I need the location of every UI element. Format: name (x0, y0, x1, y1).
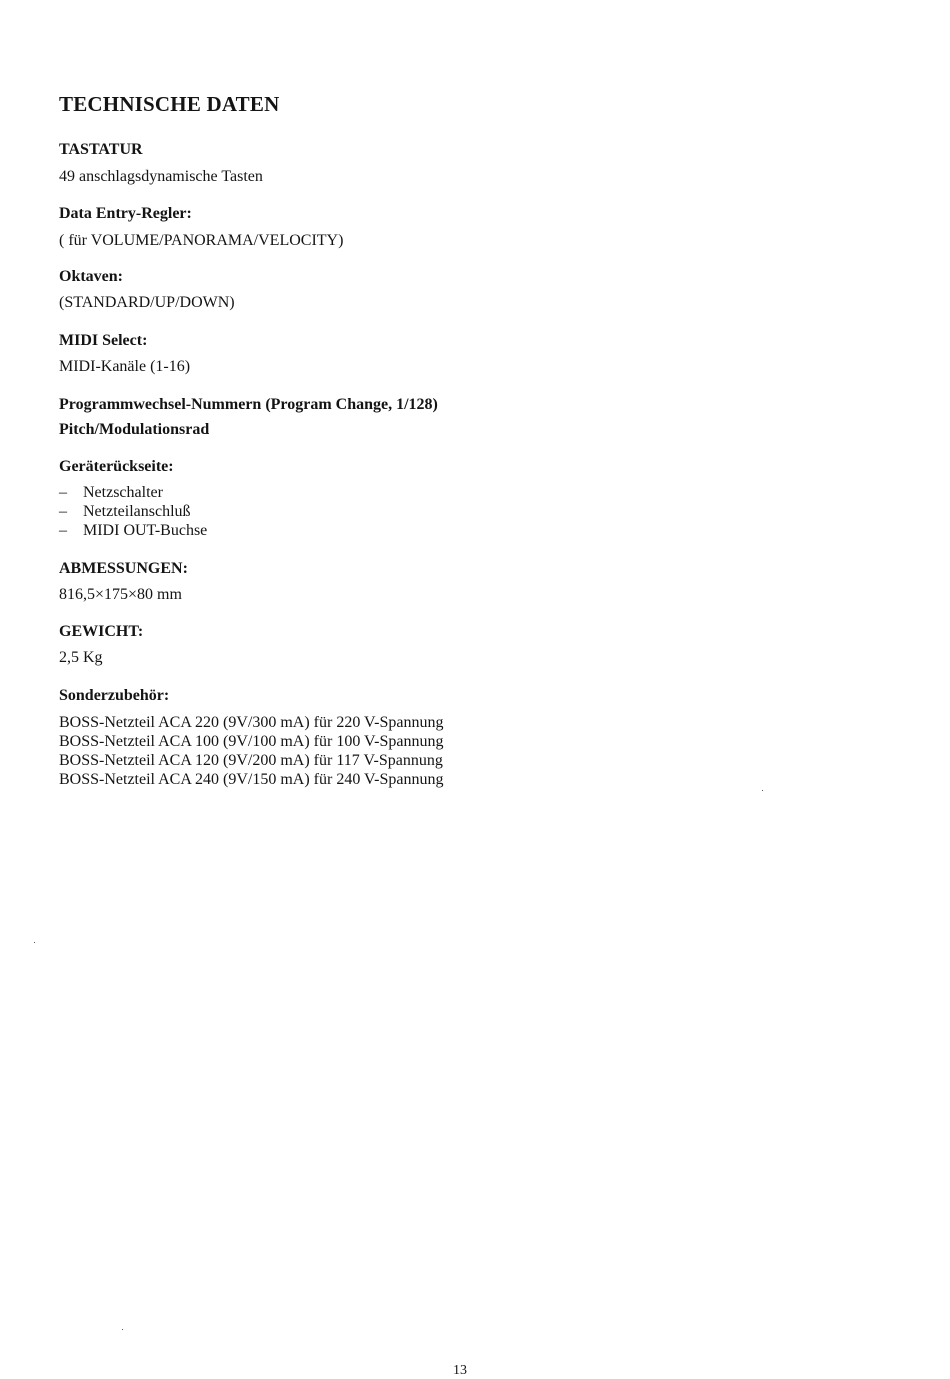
list-item-label: Netzschalter (83, 484, 163, 501)
dash-bullet: – (59, 522, 67, 539)
oktaven-text: (STANDARD/UP/DOWN) (59, 294, 235, 311)
tastatur-text: 49 anschlagsdynamische Tasten (59, 168, 263, 185)
scan-speck (34, 942, 35, 943)
scan-speck (122, 1329, 123, 1330)
list-item (59, 503, 191, 521)
midi-select-heading: MIDI Select: (59, 332, 148, 349)
programmwechsel-heading: Programmwechsel-Nummern (Program Change, 1/128) (59, 396, 438, 413)
list-item (59, 522, 207, 540)
page-title: TECHNISCHE DATEN (59, 92, 280, 116)
midi-select-text: MIDI-Kanäle (1-16) (59, 358, 191, 375)
dash-bullet: – (59, 484, 67, 501)
list-item-label: Netzteilanschluß (83, 503, 191, 520)
accessory-line: BOSS-Netzteil ACA 240 (9V/150 mA) für 240 V-Spannung (59, 771, 444, 788)
accessory-line: BOSS-Netzteil ACA 220 (9V/300 mA) für 220 V-Spannung (59, 714, 444, 731)
list-item-label: MIDI OUT-Buchse (83, 522, 208, 539)
abmessungen-heading: ABMESSUNGEN: (59, 560, 188, 577)
data-entry-heading: Data Entry-Regler: (59, 205, 192, 222)
dash-bullet: – (59, 503, 67, 520)
pitch-heading: Pitch/Modulationsrad (59, 421, 210, 438)
gewicht-text: 2,5 Kg (59, 649, 103, 666)
accessory-line: BOSS-Netzteil ACA 120 (9V/200 mA) für 117 V-Spannung (59, 752, 443, 769)
oktaven-heading: Oktaven: (59, 268, 123, 285)
tastatur-heading: TASTATUR (59, 141, 143, 158)
scan-speck (762, 790, 763, 791)
list-item (59, 484, 163, 502)
abmessungen-text: 816,5×175×80 mm (59, 586, 182, 603)
data-entry-text: ( für VOLUME/PANORAMA/VELOCITY) (59, 232, 344, 249)
sonderzubehoer-heading: Sonderzubehör: (59, 687, 170, 704)
geraeterueckseite-heading: Geräterückseite: (59, 458, 174, 475)
gewicht-heading: GEWICHT: (59, 623, 144, 640)
accessory-line: BOSS-Netzteil ACA 100 (9V/100 mA) für 100 V-Spannung (59, 733, 444, 750)
page-number: 13 (453, 1363, 467, 1378)
